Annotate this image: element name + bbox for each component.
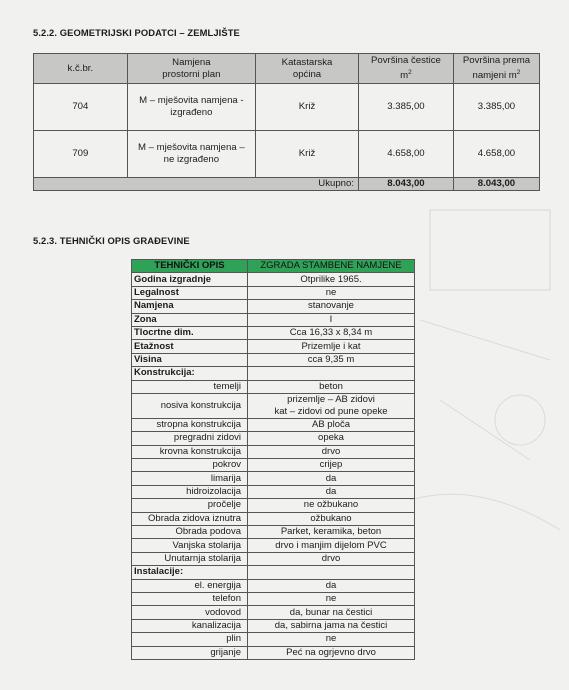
- tech-row-key: krovna konstrukcija: [132, 445, 248, 458]
- cell-prema: 4.658,00: [453, 131, 539, 178]
- tech-row-key: Legalnost: [132, 286, 248, 299]
- tech-row-value: Cca 16,33 x 8,34 m: [248, 326, 415, 339]
- cell-namjena-line1: M – mješovita namjena -: [139, 95, 244, 106]
- cell-opcina: Križ: [256, 131, 359, 178]
- tech-row-key: plin: [132, 633, 248, 646]
- tech-row-value: ne: [248, 286, 415, 299]
- cell-namjena-line1: M – mješovita namjena –: [138, 142, 245, 153]
- cell-namjena: [127, 84, 255, 131]
- tech-row: [132, 646, 415, 659]
- tech-row-key: nosiva konstrukcija: [132, 393, 248, 418]
- tech-row-value: drvo: [248, 552, 415, 565]
- tech-row-value: [248, 367, 415, 380]
- cell-kcbr: 704: [34, 84, 128, 131]
- tech-row-value: cca 9,35 m: [248, 353, 415, 366]
- tech-row-key: pregradni zidovi: [132, 432, 248, 445]
- tech-header-row: [132, 260, 415, 273]
- tech-row: [132, 353, 415, 366]
- tech-row-value: da, sabirna jama na čestici: [248, 619, 415, 632]
- section-title-tehnicki: 5.2.3. TEHNIČKI OPIS GRAĐEVINE: [33, 235, 190, 246]
- tech-row-value: [248, 566, 415, 579]
- cell-povrsina: 4.658,00: [359, 131, 454, 178]
- header-prema-line1: Površina prema: [462, 55, 531, 67]
- tech-row: [132, 380, 415, 393]
- tech-row-value: Otprilike 1965.: [248, 273, 415, 286]
- cell-namjena: [127, 131, 255, 178]
- cell-namjena-line2: izgrađeno: [170, 107, 213, 118]
- tech-row-value-line1: prizemlje – AB zidovi: [287, 393, 375, 405]
- tech-row: [132, 512, 415, 525]
- tech-row: [132, 459, 415, 472]
- tech-row-value: ne: [248, 592, 415, 605]
- tech-row-value: AB ploča: [248, 418, 415, 431]
- section-title-geometrijski: 5.2.2. GEOMETRIJSKI PODATCI – ZEMLJIŠTE: [33, 27, 240, 38]
- cell-kcbr: 709: [34, 131, 128, 178]
- tech-row-value: beton: [248, 380, 415, 393]
- tech-row-value: Peć na ogrjevno drvo: [248, 646, 415, 659]
- tech-row-value: da: [248, 579, 415, 592]
- tech-row: [132, 300, 415, 313]
- header-namjena: [127, 54, 255, 84]
- tech-row-key: Obrada podova: [132, 526, 248, 539]
- tech-row-value: Prizemlje i kat: [248, 340, 415, 353]
- tech-row: [132, 286, 415, 299]
- total-povrsina: 8.043,00: [359, 178, 454, 191]
- tech-row-key: telefon: [132, 592, 248, 605]
- total-row: [34, 178, 540, 191]
- tech-row: [132, 445, 415, 458]
- tech-row-key: Unutarnja stolarija: [132, 552, 248, 565]
- tech-row-key: hidroizolacija: [132, 485, 248, 498]
- tech-row-value: da, bunar na čestici: [248, 606, 415, 619]
- tech-row-key: temelji: [132, 380, 248, 393]
- tech-row: [132, 633, 415, 646]
- table-header-row: [34, 54, 540, 84]
- tech-row-key: Etažnost: [132, 340, 248, 353]
- cell-namjena-line2: ne izgrađeno: [163, 154, 220, 165]
- header-povrsina-line1: Površina čestice: [371, 55, 441, 67]
- tech-row-value: Parket, keramika, beton: [248, 526, 415, 539]
- tech-row: [132, 579, 415, 592]
- tech-row-key: pokrov: [132, 459, 248, 472]
- header-povrsina-prema: Površina prema namjeni $m^2$: [453, 54, 539, 84]
- tech-row-key: stropna konstrukcija: [132, 418, 248, 431]
- table-row: [34, 84, 540, 131]
- tech-row-value: ne: [248, 633, 415, 646]
- total-label: Ukupno:: [34, 178, 359, 191]
- tech-row: [132, 606, 415, 619]
- table-row: [34, 131, 540, 178]
- header-katastarska-line1: Katastarska: [281, 57, 333, 68]
- tech-row-value: crijep: [248, 459, 415, 472]
- tech-row: [132, 499, 415, 512]
- background-drawing: [410, 200, 560, 560]
- cell-prema: 3.385,00: [453, 84, 539, 131]
- tech-row-value: ožbukano: [248, 512, 415, 525]
- tech-row: [132, 432, 415, 445]
- tech-row: [132, 552, 415, 565]
- tech-row-value: stanovanje: [248, 300, 415, 313]
- tech-row-key: Tlocrtne dim.: [132, 326, 248, 339]
- tech-row: [132, 340, 415, 353]
- tech-row: [132, 326, 415, 339]
- tech-row: [132, 485, 415, 498]
- tech-row: [132, 273, 415, 286]
- tech-row-value: [248, 393, 415, 418]
- tech-row-key: Zona: [132, 313, 248, 326]
- header-namjena-line2: prostorni plan: [162, 68, 221, 80]
- tech-row-value: I: [248, 313, 415, 326]
- tech-row-key: Visina: [132, 353, 248, 366]
- tech-row-key: el. energija: [132, 579, 248, 592]
- tech-row-key: vodovod: [132, 606, 248, 619]
- header-katastarska-line2: općina: [292, 68, 322, 80]
- tech-row: [132, 418, 415, 431]
- tech-row: [132, 526, 415, 539]
- cell-povrsina: 3.385,00: [359, 84, 454, 131]
- header-povrsina-cestice: Površina čestice $m^2$: [359, 54, 454, 84]
- header-kcbr: k.č.br.: [34, 54, 128, 84]
- tech-header-key: TEHNIČKI OPIS: [132, 260, 248, 273]
- tech-row-key: Namjena: [132, 300, 248, 313]
- tech-row-value: drvo: [248, 445, 415, 458]
- tech-row-key: Obrada zidova iznutra: [132, 512, 248, 525]
- tech-row-key: grijanje: [132, 646, 248, 659]
- tech-row-value: da: [248, 485, 415, 498]
- tech-row-key: kanalizacija: [132, 619, 248, 632]
- tech-row: [132, 539, 415, 552]
- tech-row-key: Instalacije:: [132, 566, 248, 579]
- tech-row-value: opeka: [248, 432, 415, 445]
- land-data-table: [33, 53, 540, 191]
- header-povrsina-line2: m: [400, 70, 409, 82]
- tech-row-key: pročelje: [132, 499, 248, 512]
- tech-row-key: Vanjska stolarija: [132, 539, 248, 552]
- tech-row-value: ne ožbukano: [248, 499, 415, 512]
- tech-row: [132, 619, 415, 632]
- technical-description-table: [131, 259, 415, 660]
- tech-row: [132, 566, 415, 579]
- total-prema: 8.043,00: [453, 178, 539, 191]
- header-namjena-line1: Namjena: [172, 57, 211, 68]
- cell-opcina: Križ: [256, 84, 359, 131]
- tech-row: [132, 472, 415, 485]
- tech-row-key: Konstrukcija:: [132, 367, 248, 380]
- tech-row-value: drvo i manjim dijelom PVC: [248, 539, 415, 552]
- header-prema-line2: namjeni m: [472, 70, 517, 82]
- tech-row: [132, 367, 415, 380]
- tech-row-key: limarija: [132, 472, 248, 485]
- tech-row: [132, 393, 415, 418]
- header-katastarska: [256, 54, 359, 84]
- tech-row-key: Godina izgradnje: [132, 273, 248, 286]
- tech-row-value: da: [248, 472, 415, 485]
- tech-row: [132, 313, 415, 326]
- tech-row: [132, 592, 415, 605]
- tech-header-value: ZGRADA STAMBENE NAMJENE: [248, 260, 415, 273]
- tech-row-value-line2: kat – zidovi od pune opeke: [274, 405, 388, 417]
